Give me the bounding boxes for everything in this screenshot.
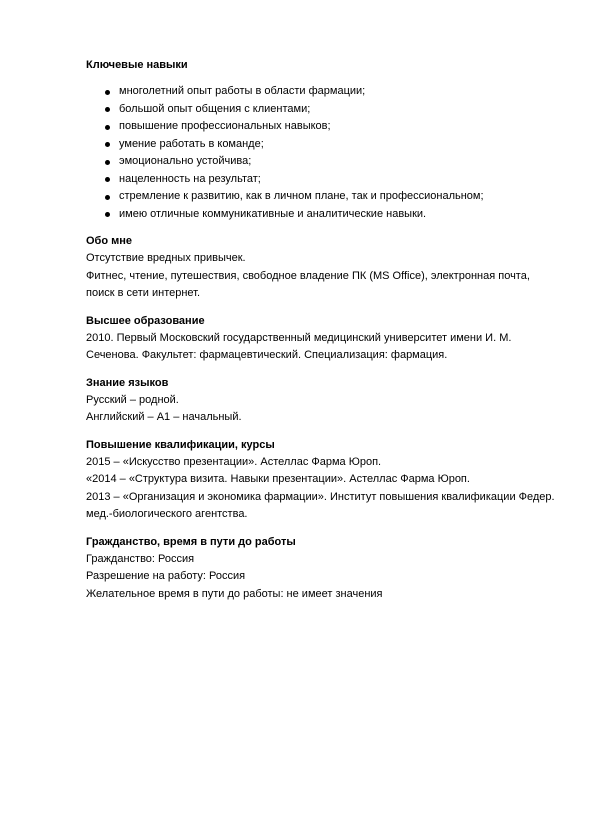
- citizenship-line: Желательное время в пути до работы: не имеет значения: [86, 587, 383, 600]
- course-line: мед.-биологического агентства.: [86, 508, 248, 520]
- language-line: Английский – А1 – начальный.: [86, 411, 242, 423]
- language-line: Русский – родной.: [86, 393, 179, 406]
- citizenship-section: [86, 534, 566, 604]
- list-item: [86, 118, 566, 136]
- languages-heading: Знание языков: [86, 376, 169, 389]
- skill-text: повышение профессиональных навыков;: [119, 120, 331, 132]
- bullet-icon: [105, 90, 110, 95]
- list-item: [86, 153, 566, 171]
- bullet-icon: [105, 160, 110, 165]
- bullet-icon: [105, 195, 110, 200]
- list-item: [86, 83, 566, 101]
- skills-section: [86, 57, 566, 223]
- languages-section: [86, 375, 566, 427]
- skill-text: стремление к развитию, как в личном плане, так и профессиональном;: [119, 190, 484, 202]
- education-section: [86, 313, 566, 365]
- bullet-icon: [105, 107, 110, 112]
- list-item: [86, 188, 566, 206]
- resume-content: [86, 57, 566, 613]
- bullet-icon: [105, 142, 110, 147]
- citizenship-line: Разрешение на работу: Россия: [86, 570, 246, 582]
- skills-list: [86, 83, 566, 223]
- education-line: 2010. Первый Московский государственный медицинский университет имени И. М.: [86, 331, 512, 344]
- citizenship-line: Гражданство: Россия: [86, 552, 195, 565]
- about-line: Отсутствие вредных привычек.: [86, 252, 246, 264]
- skill-text: эмоционально устойчива;: [119, 155, 252, 167]
- about-section: [86, 233, 566, 303]
- skill-text: имею отличные коммуникативные и аналитические навыки.: [119, 207, 427, 220]
- course-line: «2014 – «Структура визита. Навыки презентации». Астеллас Фарма Юроп.: [86, 473, 470, 485]
- courses-heading: Повышение квалификации, курсы: [86, 438, 275, 451]
- skill-text: многолетний опыт работы в области фармации;: [119, 85, 366, 97]
- list-item: [86, 206, 566, 224]
- about-line: поиск в сети интернет.: [86, 287, 201, 299]
- list-item: [86, 171, 566, 189]
- courses-section: [86, 437, 566, 524]
- about-line: Фитнес, чтение, путешествия, свободное владение ПК (MS Office), электронная почта,: [86, 269, 530, 282]
- list-item: [86, 136, 566, 154]
- skills-heading: Ключевые навыки: [86, 59, 188, 71]
- course-line: 2015 – «Искусство презентации». Астеллас Фарма Юроп.: [86, 455, 382, 468]
- skill-text: большой опыт общения с клиентами;: [119, 102, 311, 115]
- bullet-icon: [105, 177, 110, 182]
- bullet-icon: [105, 125, 110, 130]
- education-line: Сеченова. Факультет: фармацевтический. Специализация: фармация.: [86, 349, 448, 361]
- course-line: 2013 – «Организация и экономика фармации». Институт повышения квалификации Федер.: [86, 490, 555, 503]
- education-heading: Высшее образование: [86, 314, 205, 327]
- skill-text: нацеленность на результат;: [119, 172, 261, 185]
- citizenship-heading: Гражданство, время в пути до работы: [86, 535, 296, 548]
- bullet-icon: [105, 212, 110, 217]
- skill-text: умение работать в команде;: [119, 137, 264, 150]
- about-heading: Обо мне: [86, 235, 133, 247]
- list-item: [86, 101, 566, 119]
